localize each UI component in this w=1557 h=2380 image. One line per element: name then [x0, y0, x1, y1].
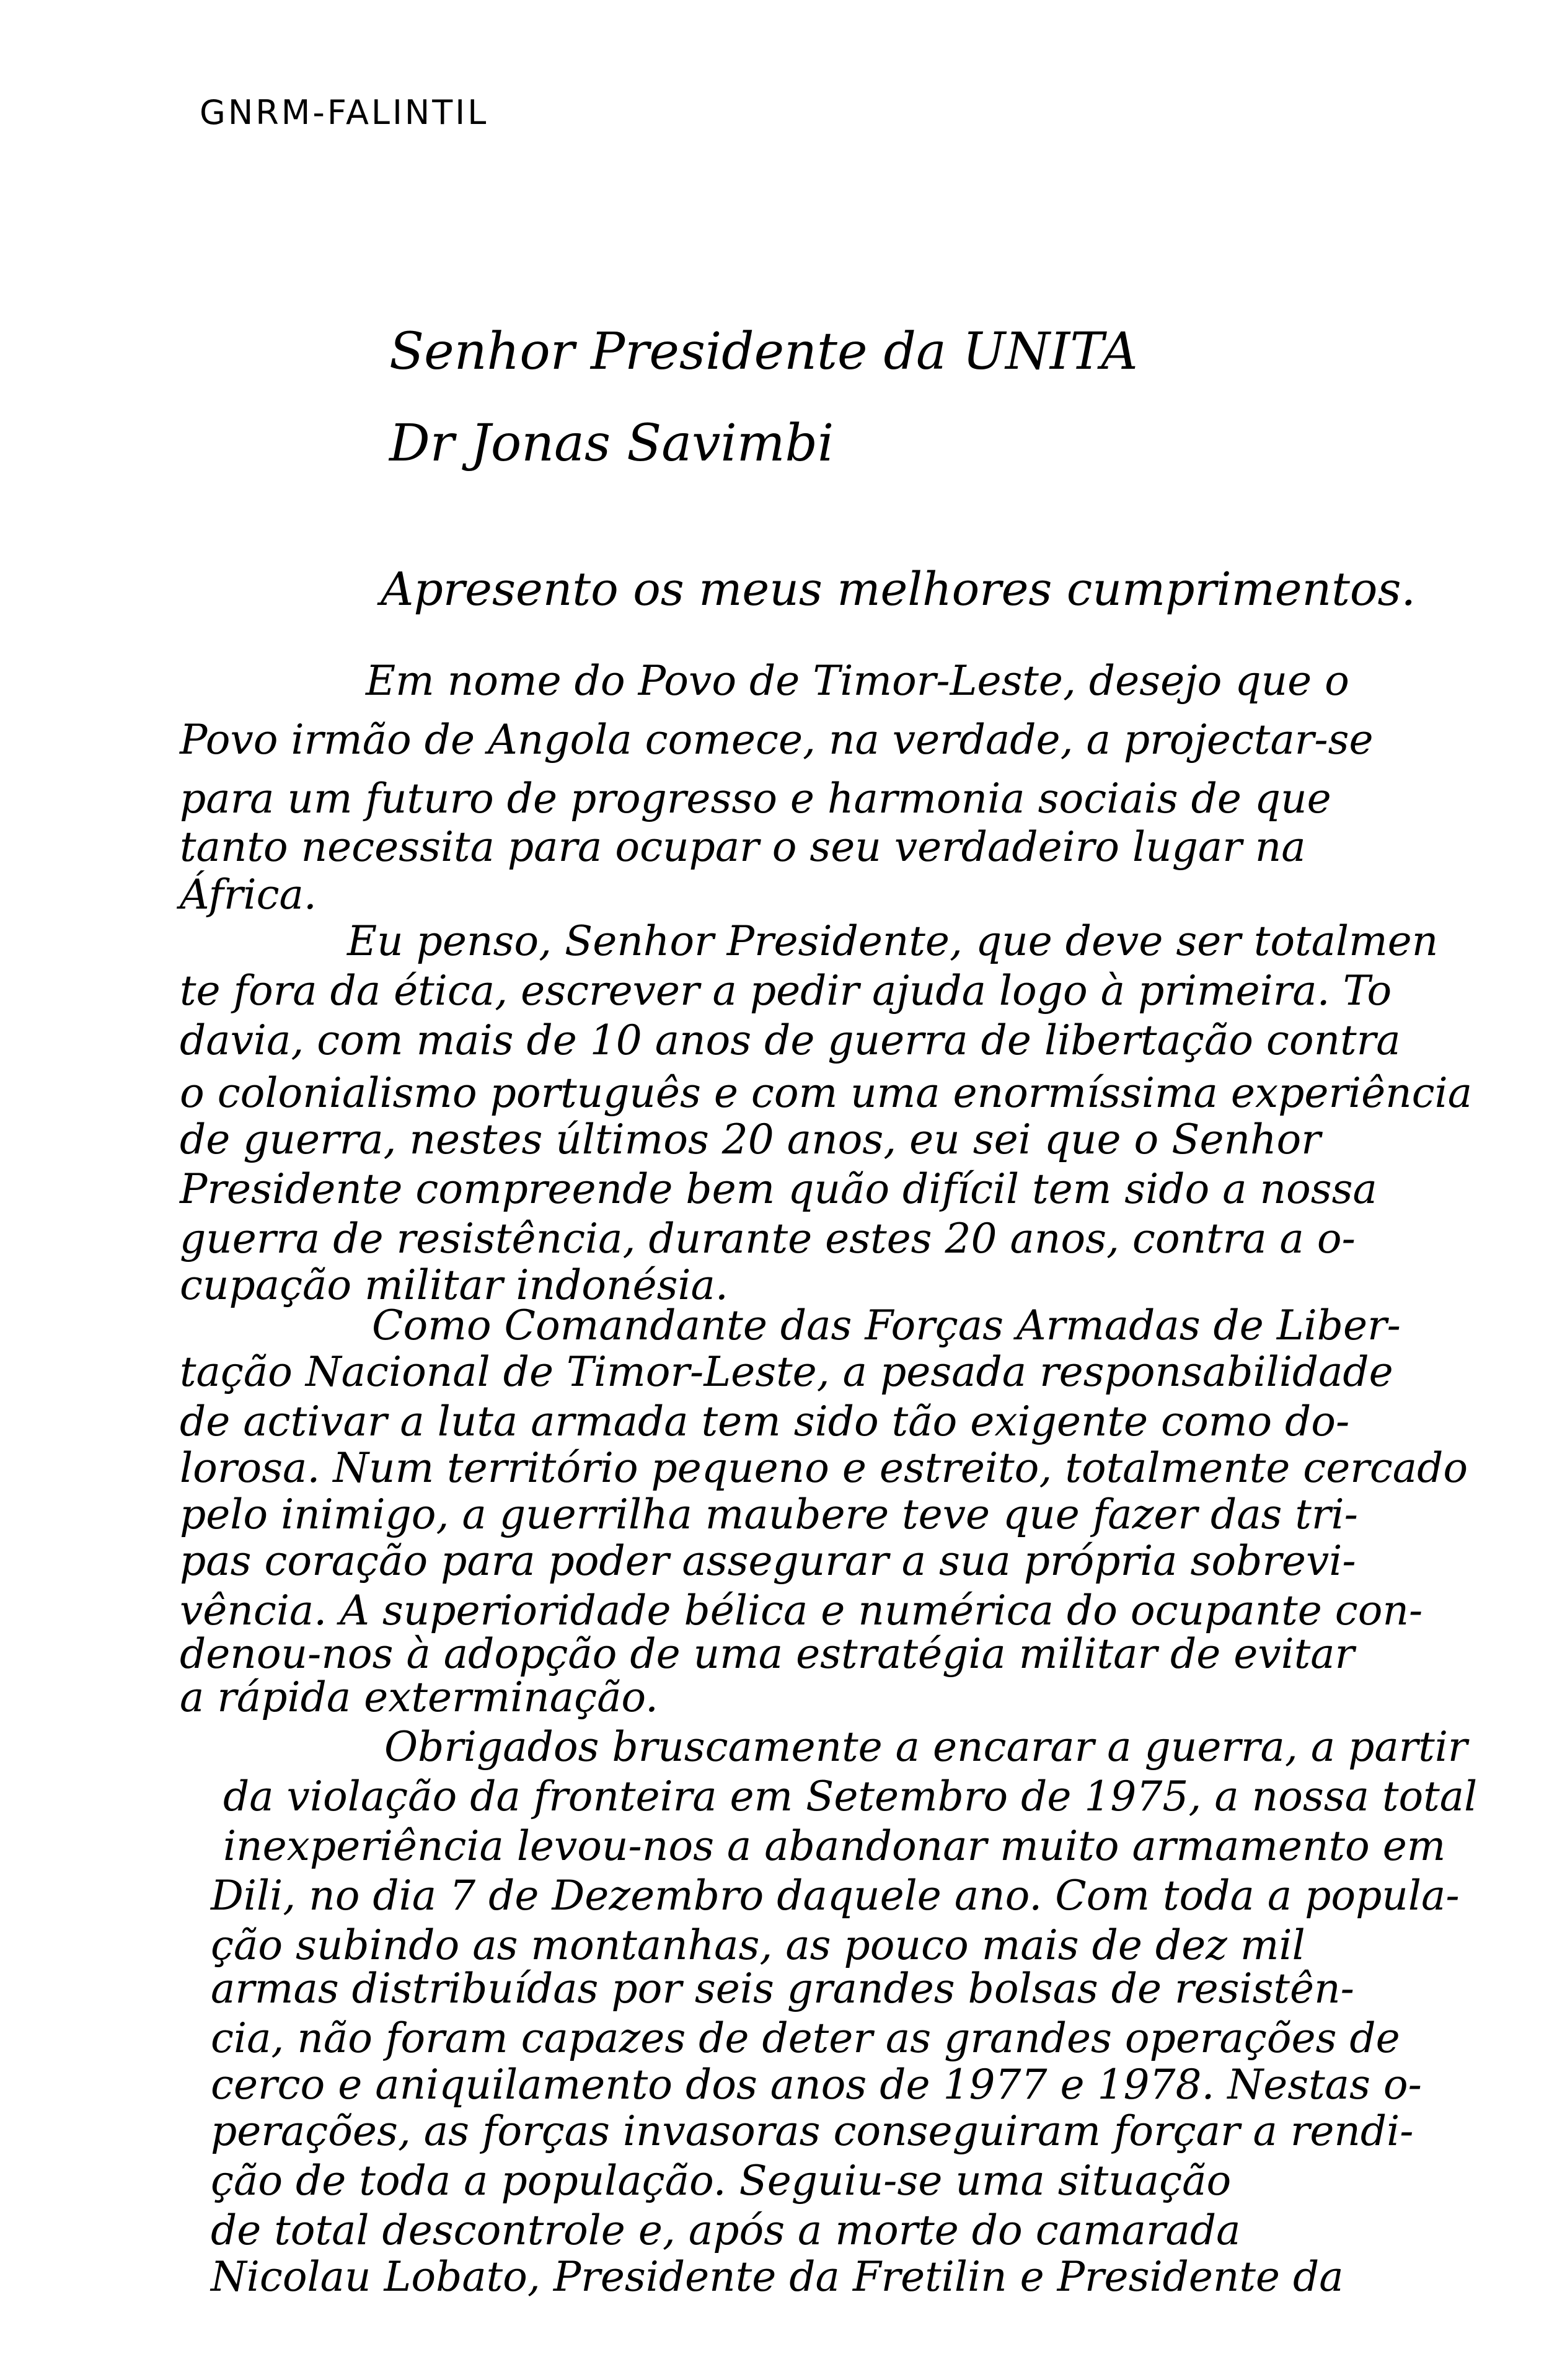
letter-line: de total descontrole e, após a morte do camarada — [211, 2206, 1241, 2254]
letter-line: pas coração para poder assegurar a sua própria sobrevi- — [180, 1537, 1356, 1585]
letter-line: para um futuro de progresso e harmonia sociais de que — [180, 775, 1331, 822]
letter-line: da violação da fronteira em Setembro de 1975, a nossa total — [223, 1773, 1478, 1820]
letter-line: guerra de resistência, durante estes 20 anos, contra a o- — [180, 1215, 1356, 1263]
letter-line: vência. A superioridade bélica e numérica do ocupante con- — [180, 1587, 1423, 1634]
greeting: Apresento os meus melhores cumprimentos. — [381, 563, 1416, 616]
letter-line: Presidente compreende bem quão difícil tem sido a nossa — [180, 1165, 1377, 1213]
letter-line: de guerra, nestes últimos 20 anos, eu sei que o Senhor — [180, 1116, 1321, 1163]
letter-line: cerco e aniquilamento dos anos de 1977 e 1978. Nestas o- — [211, 2061, 1422, 2109]
letter-line: Nicolau Lobato, Presidente da Fretilin e Presidente da — [211, 2253, 1344, 2301]
letter-line: o colonialismo português e com uma enormíssima experiência — [180, 1069, 1473, 1117]
letter-line: Dili, no dia 7 de Dezembro daquele ano. Com toda a popula- — [211, 1872, 1460, 1919]
letter-line: África. — [180, 871, 317, 919]
letter-line: perações, as forças invasoras conseguiram forçar a rendi- — [211, 2107, 1414, 2155]
recipient-name: Dr Jonas Savimbi — [389, 414, 834, 473]
letter-line: te fora da ética, escrever a pedir ajuda logo à primeira. To — [180, 967, 1392, 1015]
letter-line: cupação militar indonésia. — [180, 1261, 728, 1309]
letter-line: tação Nacional de Timor-Leste, a pesada responsabilidade — [180, 1348, 1393, 1396]
letter-line: pelo inimigo, a guerrilha maubere teve que fazer das tri- — [180, 1491, 1358, 1538]
letter-line: de activar a luta armada tem sido tão exigente como do- — [180, 1398, 1350, 1445]
recipient-title: Senhor Presidente da UNITA — [389, 322, 1138, 381]
letter-line: ção de toda a população. Seguiu-se uma situação — [211, 2157, 1232, 2205]
letter-line: denou-nos à adopção de uma estratégia militar de evitar — [180, 1630, 1355, 1678]
letter-line: Eu penso, Senhor Presidente, que deve ser totalmen — [347, 917, 1439, 965]
letter-line: Em nome do Povo de Timor-Leste, desejo que o — [366, 657, 1349, 705]
letter-line: inexperiência levou-nos a abandonar muito armamento em — [223, 1822, 1446, 1870]
letter-line: a rápida exterminação. — [180, 1673, 658, 1721]
letter-line: tanto necessita para ocupar o seu verdadeiro lugar na — [180, 823, 1306, 871]
letter-line: Obrigados bruscamente a encarar a guerra, a partir — [384, 1723, 1468, 1771]
letter-line: cia, não foram capazes de deter as grandes operações de — [211, 2014, 1400, 2062]
letterhead: GNRM-FALINTIL — [200, 93, 489, 132]
letter-line: ção subindo as montanhas, as pouco mais de dez mil — [211, 1921, 1305, 1969]
letter-line: Povo irmão de Angola comece, na verdade, a projectar-se — [180, 716, 1374, 764]
letter-line: davia, com mais de 10 anos de guerra de libertação contra — [180, 1016, 1401, 1064]
letter-line: lorosa. Num território pequeno e estreito, totalmente cercado — [180, 1444, 1468, 1492]
letter-line: Como Comandante das Forças Armadas de Liber- — [372, 1302, 1401, 1349]
letter-line: armas distribuídas por seis grandes bolsas de resistên- — [211, 1965, 1354, 2012]
